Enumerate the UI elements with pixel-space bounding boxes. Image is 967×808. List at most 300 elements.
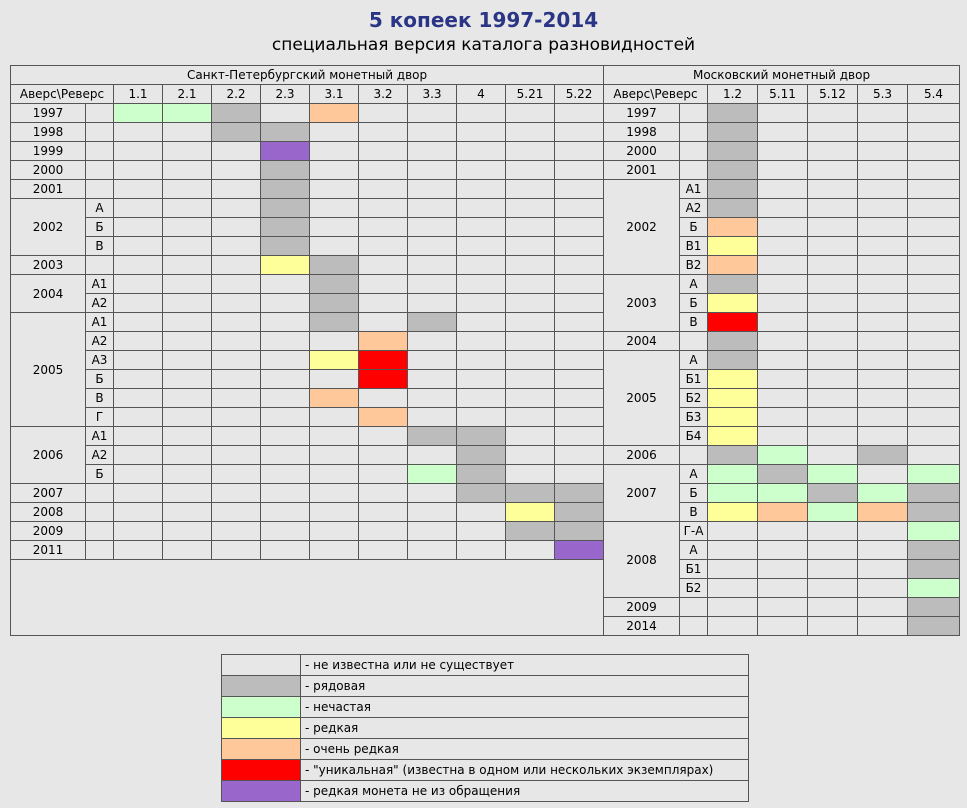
column-header-row	[604, 85, 960, 104]
rarity-cell	[310, 465, 359, 484]
year-cell: 1999	[11, 142, 86, 161]
rarity-cell	[457, 275, 506, 294]
rarity-cell	[758, 104, 808, 123]
rarity-cell	[163, 484, 212, 503]
variety-cell: Б2	[680, 389, 708, 408]
variety-cell	[86, 104, 114, 123]
legend-label: - "уникальная" (известна в одном или нескольких экземплярах)	[301, 760, 749, 781]
rarity-cell	[457, 218, 506, 237]
rarity-cell	[163, 446, 212, 465]
rarity-cell	[506, 313, 555, 332]
table-row	[604, 123, 960, 142]
rarity-cell	[708, 256, 758, 275]
rarity-cell	[163, 465, 212, 484]
rarity-cell	[858, 503, 908, 522]
rarity-cell	[457, 123, 506, 142]
rarity-cell	[114, 123, 163, 142]
rarity-cell	[408, 294, 457, 313]
rarity-cell	[163, 313, 212, 332]
rarity-cell	[408, 104, 457, 123]
rarity-cell	[359, 275, 408, 294]
rarity-cell	[908, 142, 960, 161]
rarity-cell	[506, 180, 555, 199]
rarity-cell	[359, 218, 408, 237]
rarity-cell	[708, 104, 758, 123]
rarity-cell	[457, 332, 506, 351]
rarity-cell	[408, 503, 457, 522]
rarity-cell	[555, 104, 604, 123]
year-cell: 2005	[604, 351, 680, 446]
rarity-cell	[457, 104, 506, 123]
rarity-cell	[261, 218, 310, 237]
mint-name: Санкт-Петербургский монетный двор	[11, 66, 604, 85]
rarity-cell	[758, 484, 808, 503]
variety-cell: А1	[86, 427, 114, 446]
rarity-cell	[359, 237, 408, 256]
variety-cell: Б	[86, 370, 114, 389]
rarity-cell	[506, 161, 555, 180]
rarity-cell	[310, 332, 359, 351]
variety-cell: А	[680, 275, 708, 294]
variety-cell	[680, 446, 708, 465]
table-row	[11, 123, 604, 142]
rarity-cell	[359, 256, 408, 275]
rarity-cell	[506, 275, 555, 294]
legend-item	[222, 781, 749, 802]
rarity-cell	[908, 617, 960, 636]
rarity-cell	[212, 351, 261, 370]
column-header: 1.1	[114, 85, 163, 104]
rarity-cell	[114, 503, 163, 522]
variety-cell: Б1	[680, 560, 708, 579]
rarity-cell	[114, 237, 163, 256]
rarity-cell	[163, 104, 212, 123]
rarity-cell	[858, 427, 908, 446]
rarity-cell	[163, 541, 212, 560]
rarity-cell	[908, 351, 960, 370]
table-row	[604, 446, 960, 465]
rarity-cell	[555, 218, 604, 237]
rarity-cell	[555, 484, 604, 503]
rarity-cell	[310, 446, 359, 465]
variety-cell: А2	[86, 294, 114, 313]
legend-swatch	[222, 760, 301, 781]
rarity-cell	[457, 370, 506, 389]
rarity-cell	[114, 408, 163, 427]
rarity-cell	[212, 332, 261, 351]
rarity-cell	[506, 370, 555, 389]
variety-cell: А	[86, 199, 114, 218]
rarity-cell	[261, 313, 310, 332]
table-row	[604, 104, 960, 123]
year-cell: 2006	[604, 446, 680, 465]
rarity-cell	[758, 427, 808, 446]
variety-cell: В	[680, 313, 708, 332]
rarity-cell	[506, 142, 555, 161]
legend-swatch	[222, 676, 301, 697]
table-row	[11, 313, 604, 332]
rarity-cell	[114, 484, 163, 503]
column-header: 5.11	[758, 85, 808, 104]
rarity-cell	[359, 427, 408, 446]
legend-item	[222, 718, 749, 739]
rarity-cell	[555, 427, 604, 446]
rarity-cell	[758, 313, 808, 332]
rarity-cell	[808, 446, 858, 465]
rarity-cell	[808, 522, 858, 541]
rarity-cell	[114, 370, 163, 389]
column-header: 5.21	[506, 85, 555, 104]
rarity-cell	[506, 294, 555, 313]
rarity-cell	[708, 541, 758, 560]
rarity-cell	[908, 446, 960, 465]
year-cell: 1997	[11, 104, 86, 123]
rarity-cell	[808, 313, 858, 332]
legend-table	[221, 654, 749, 802]
rarity-cell	[858, 104, 908, 123]
rarity-cell	[708, 522, 758, 541]
rarity-cell	[310, 218, 359, 237]
rarity-cell	[408, 161, 457, 180]
legend-swatch	[222, 697, 301, 718]
rarity-cell	[261, 503, 310, 522]
rarity-cell	[555, 522, 604, 541]
rarity-cell	[858, 142, 908, 161]
rarity-cell	[858, 332, 908, 351]
rarity-cell	[708, 332, 758, 351]
rarity-cell	[163, 180, 212, 199]
rarity-cell	[506, 465, 555, 484]
rarity-cell	[908, 332, 960, 351]
rarity-cell	[114, 332, 163, 351]
table-row	[11, 237, 604, 256]
rarity-cell	[506, 237, 555, 256]
legend-item	[222, 760, 749, 781]
variety-cell	[86, 256, 114, 275]
table-row	[11, 484, 604, 503]
rarity-cell	[261, 104, 310, 123]
rarity-cell	[114, 218, 163, 237]
rarity-cell	[457, 180, 506, 199]
rarity-cell	[114, 142, 163, 161]
rarity-cell	[163, 161, 212, 180]
rarity-cell	[261, 522, 310, 541]
legend-label: - редкая монета не из обращения	[301, 781, 749, 802]
year-cell: 2011	[11, 541, 86, 560]
variety-cell	[86, 123, 114, 142]
rarity-cell	[212, 408, 261, 427]
year-cell: 2003	[604, 275, 680, 332]
rarity-cell	[457, 446, 506, 465]
rarity-cell	[359, 142, 408, 161]
rarity-cell	[708, 313, 758, 332]
rarity-cell	[758, 503, 808, 522]
table-row	[604, 180, 960, 199]
rarity-cell	[858, 218, 908, 237]
rarity-cell	[808, 123, 858, 142]
variety-cell: А3	[86, 351, 114, 370]
rarity-cell	[858, 351, 908, 370]
rarity-cell	[408, 199, 457, 218]
rarity-cell	[858, 180, 908, 199]
table-row	[11, 408, 604, 427]
rarity-cell	[708, 560, 758, 579]
rarity-cell	[457, 142, 506, 161]
rarity-cell	[758, 408, 808, 427]
rarity-cell	[261, 351, 310, 370]
variety-cell	[86, 180, 114, 199]
year-cell: 2000	[11, 161, 86, 180]
column-header: 3.2	[359, 85, 408, 104]
rarity-cell	[359, 161, 408, 180]
variety-cell: А	[680, 541, 708, 560]
rarity-cell	[808, 104, 858, 123]
rarity-cell	[758, 465, 808, 484]
rarity-cell	[708, 199, 758, 218]
rarity-cell	[212, 313, 261, 332]
rarity-cell	[555, 503, 604, 522]
table-row	[11, 522, 604, 541]
variety-cell: А1	[86, 313, 114, 332]
rarity-cell	[808, 332, 858, 351]
rarity-cell	[212, 275, 261, 294]
rarity-cell	[310, 294, 359, 313]
rarity-cell	[555, 351, 604, 370]
rarity-cell	[908, 180, 960, 199]
rarity-cell	[908, 104, 960, 123]
table-row	[11, 389, 604, 408]
rarity-cell	[114, 351, 163, 370]
rarity-cell	[359, 484, 408, 503]
rarity-cell	[310, 256, 359, 275]
table-row	[11, 351, 604, 370]
rarity-cell	[555, 123, 604, 142]
year-cell: 2005	[11, 313, 86, 427]
table-row	[11, 142, 604, 161]
rarity-cell	[114, 275, 163, 294]
rarity-cell	[708, 275, 758, 294]
rarity-cell	[758, 522, 808, 541]
rarity-cell	[408, 541, 457, 560]
legend-label: - очень редкая	[301, 739, 749, 760]
table-row	[11, 275, 604, 294]
year-cell: 2008	[604, 522, 680, 598]
rarity-cell	[114, 104, 163, 123]
rarity-cell	[506, 389, 555, 408]
rarity-cell	[758, 560, 808, 579]
variety-cell: Г	[86, 408, 114, 427]
rarity-cell	[858, 617, 908, 636]
rarity-cell	[359, 351, 408, 370]
table-row	[11, 161, 604, 180]
rarity-cell	[359, 332, 408, 351]
legend-item	[222, 676, 749, 697]
variety-cell: А1	[680, 180, 708, 199]
column-header: 5.4	[908, 85, 960, 104]
rarity-cell	[408, 370, 457, 389]
rarity-cell	[908, 465, 960, 484]
rarity-cell	[310, 503, 359, 522]
variety-cell: А2	[86, 446, 114, 465]
page-title: 5 копеек 1997-2014	[368, 8, 599, 32]
variety-cell: В	[680, 503, 708, 522]
rarity-cell	[163, 237, 212, 256]
rarity-cell	[506, 484, 555, 503]
rarity-cell	[114, 256, 163, 275]
rarity-cell	[457, 237, 506, 256]
column-header: 5.12	[808, 85, 858, 104]
rarity-cell	[310, 237, 359, 256]
table-row	[11, 503, 604, 522]
rarity-cell	[808, 161, 858, 180]
rarity-cell	[212, 484, 261, 503]
rarity-cell	[758, 617, 808, 636]
empty-area	[11, 560, 604, 636]
rarity-cell	[708, 123, 758, 142]
variety-cell: А	[680, 465, 708, 484]
rarity-cell	[457, 408, 506, 427]
rarity-cell	[408, 484, 457, 503]
rarity-cell	[908, 218, 960, 237]
rarity-cell	[708, 180, 758, 199]
rarity-cell	[858, 237, 908, 256]
rarity-cell	[555, 541, 604, 560]
rarity-cell	[408, 389, 457, 408]
rarity-cell	[758, 389, 808, 408]
rarity-cell	[261, 446, 310, 465]
rarity-cell	[908, 503, 960, 522]
rarity-cell	[858, 560, 908, 579]
rarity-cell	[858, 408, 908, 427]
variety-cell: Г-А	[680, 522, 708, 541]
variety-cell: В2	[680, 256, 708, 275]
variety-cell: Б	[680, 218, 708, 237]
column-header: 3.1	[310, 85, 359, 104]
year-cell: 2014	[604, 617, 680, 636]
rarity-cell	[261, 180, 310, 199]
rarity-cell	[908, 161, 960, 180]
rarity-cell	[359, 370, 408, 389]
rarity-cell	[212, 503, 261, 522]
rarity-cell	[359, 199, 408, 218]
rarity-cell	[408, 408, 457, 427]
rarity-cell	[908, 427, 960, 446]
year-cell: 2003	[11, 256, 86, 275]
rarity-cell	[908, 199, 960, 218]
rarity-cell	[359, 522, 408, 541]
rarity-cell	[163, 503, 212, 522]
rarity-cell	[457, 351, 506, 370]
rarity-cell	[506, 446, 555, 465]
variety-cell	[680, 104, 708, 123]
rarity-cell	[261, 332, 310, 351]
rarity-cell	[908, 579, 960, 598]
rarity-cell	[114, 427, 163, 446]
rarity-cell	[708, 503, 758, 522]
variety-cell	[680, 123, 708, 142]
rarity-cell	[555, 408, 604, 427]
rarity-cell	[908, 275, 960, 294]
rarity-cell	[212, 142, 261, 161]
rarity-cell	[163, 275, 212, 294]
rarity-cell	[858, 294, 908, 313]
rarity-cell	[212, 294, 261, 313]
rarity-cell	[506, 351, 555, 370]
rarity-cell	[858, 389, 908, 408]
rarity-cell	[163, 370, 212, 389]
rarity-cell	[758, 180, 808, 199]
year-cell: 2004	[604, 332, 680, 351]
year-cell: 2009	[11, 522, 86, 541]
rarity-cell	[212, 237, 261, 256]
rarity-cell	[310, 275, 359, 294]
table-row	[11, 446, 604, 465]
rarity-cell	[808, 541, 858, 560]
rarity-cell	[408, 313, 457, 332]
year-cell: 2009	[604, 598, 680, 617]
rarity-cell	[212, 370, 261, 389]
table-row	[604, 161, 960, 180]
rarity-cell	[708, 408, 758, 427]
year-cell: 2001	[11, 180, 86, 199]
rarity-cell	[808, 275, 858, 294]
rarity-cell	[212, 389, 261, 408]
rarity-cell	[858, 446, 908, 465]
rarity-cell	[555, 389, 604, 408]
rarity-cell	[212, 104, 261, 123]
variety-cell	[86, 541, 114, 560]
table-row	[11, 427, 604, 446]
rarity-cell	[858, 256, 908, 275]
rarity-cell	[457, 427, 506, 446]
rarity-cell	[457, 199, 506, 218]
rarity-cell	[163, 408, 212, 427]
rarity-cell	[310, 161, 359, 180]
rarity-cell	[212, 446, 261, 465]
rarity-cell	[808, 389, 858, 408]
legend-swatch	[222, 781, 301, 802]
rarity-cell	[758, 237, 808, 256]
rarity-cell	[555, 142, 604, 161]
year-cell: 2004	[11, 275, 86, 313]
rarity-cell	[758, 598, 808, 617]
rarity-cell	[261, 199, 310, 218]
rarity-cell	[555, 180, 604, 199]
rarity-cell	[858, 313, 908, 332]
column-header: 5.22	[555, 85, 604, 104]
empty-cell	[11, 560, 604, 636]
rarity-cell	[457, 541, 506, 560]
table-row	[604, 142, 960, 161]
rarity-cell	[212, 161, 261, 180]
rarity-cell	[457, 484, 506, 503]
table-row	[604, 465, 960, 484]
rarity-cell	[708, 370, 758, 389]
rarity-cell	[457, 503, 506, 522]
rarity-cell	[908, 598, 960, 617]
rarity-cell	[808, 408, 858, 427]
corner-label: Аверс\Реверс	[604, 85, 708, 104]
rarity-cell	[163, 218, 212, 237]
rarity-cell	[708, 294, 758, 313]
rarity-cell	[808, 351, 858, 370]
rarity-cell	[359, 294, 408, 313]
rarity-cell	[114, 389, 163, 408]
rarity-cell	[858, 598, 908, 617]
variety-cell: Б4	[680, 427, 708, 446]
rarity-cell	[310, 541, 359, 560]
variety-cell: Б	[680, 484, 708, 503]
